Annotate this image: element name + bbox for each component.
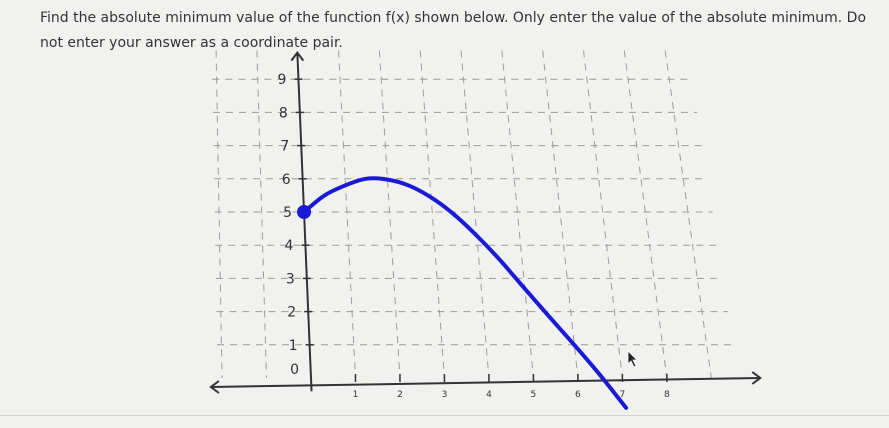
grid-line-vertical xyxy=(420,51,444,378)
x-tick-label: 3 xyxy=(441,390,448,400)
y-tick-label: 5 xyxy=(283,205,293,221)
x-tick-label: 6 xyxy=(575,390,581,400)
x-tick-label: 1 xyxy=(352,390,359,400)
x-axis xyxy=(211,378,760,387)
y-axis xyxy=(297,53,311,392)
y-tick-label: 1 xyxy=(288,337,298,354)
grid-line-vertical xyxy=(624,51,667,378)
grid-line-vertical xyxy=(339,51,356,378)
grid-line-vertical xyxy=(216,51,222,378)
function-curve xyxy=(304,178,626,408)
grid-line-vertical xyxy=(502,51,534,378)
grid-line-vertical xyxy=(665,51,711,378)
y-tick-label: 8 xyxy=(278,105,288,122)
grid-line-vertical xyxy=(461,51,489,378)
y-tick-label: 7 xyxy=(280,138,290,155)
y-tick-label: 9 xyxy=(277,72,287,89)
question-text: Find the absolute minimum value of the function f(x) shown below. Only enter the value of the absolute minimum. Do not enter your answer as a coordinate pair. xyxy=(40,10,867,51)
x-tick-label: 5 xyxy=(530,390,537,400)
x-tick-label: 8 xyxy=(663,390,670,400)
grid-line-vertical xyxy=(584,51,623,378)
divider xyxy=(0,415,889,416)
x-tick-label: 4 xyxy=(486,390,492,400)
x-tick-label: 7 xyxy=(619,390,626,400)
x-tick-label: 2 xyxy=(397,390,403,400)
y-tick-label: 2 xyxy=(287,304,297,321)
grid-line-vertical xyxy=(379,51,400,378)
y-tick-label: 0 xyxy=(290,362,299,378)
y-tick-label: 3 xyxy=(285,271,295,288)
endpoint-dot xyxy=(298,206,310,218)
mouse-cursor-icon xyxy=(628,351,637,367)
y-tick-label: 4 xyxy=(284,238,294,255)
grid-line-vertical xyxy=(257,51,267,378)
y-tick-label: 6 xyxy=(281,171,291,188)
axes xyxy=(211,53,760,400)
